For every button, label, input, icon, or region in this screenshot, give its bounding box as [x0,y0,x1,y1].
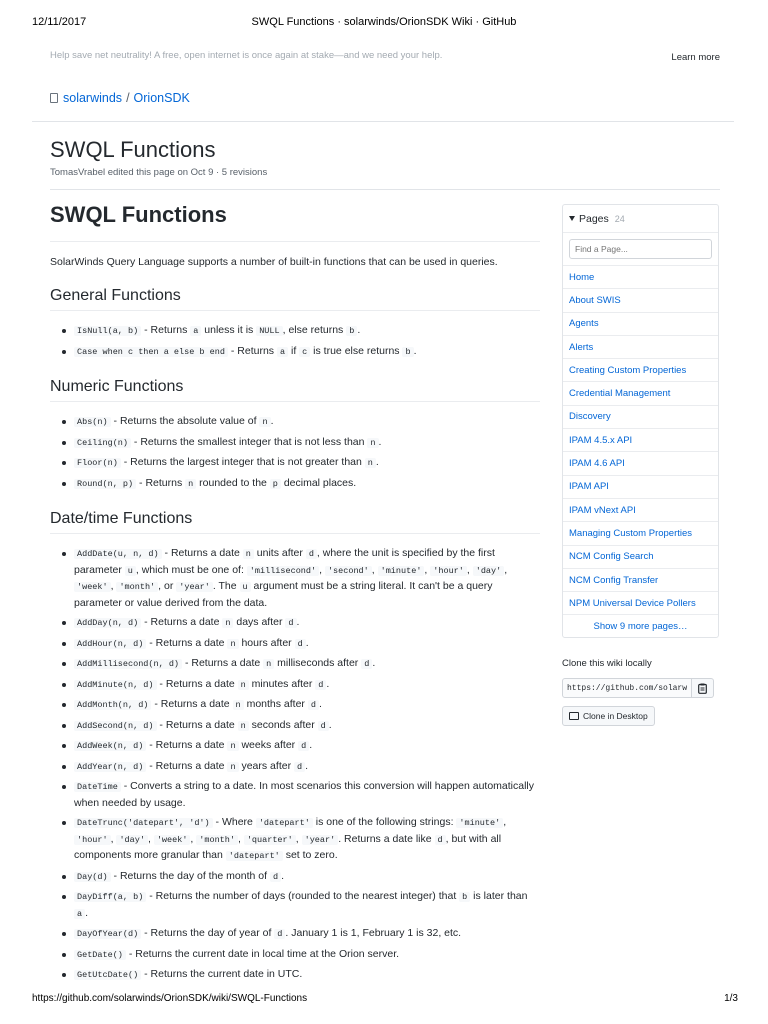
function-list [50,323,540,360]
code-snippet: 'datepart' [256,818,313,828]
code-snippet: a [277,347,288,357]
text-fragment: , [237,832,244,845]
text-fragment: - Returns [136,476,186,489]
breadcrumb-separator: / [126,91,130,105]
function-item [62,636,540,653]
function-item [62,656,540,673]
function-item [62,455,540,472]
code-snippet: p [270,479,281,489]
text-fragment: , [371,563,378,576]
code-snippet: n [222,618,233,628]
text-fragment: if [288,344,300,357]
code-snippet: 'minute' [456,818,503,828]
text-fragment: - Returns a date [156,677,238,690]
code-snippet: n [185,479,196,489]
find-page-input[interactable] [569,239,712,259]
clipboard-icon [698,683,707,694]
desktop-icon [569,712,579,720]
page-link[interactable]: Agents [563,313,718,336]
text-fragment: - Returns the number of days (rounded to the nearest integer) that [146,890,460,902]
repo-owner-link[interactable]: solarwinds [63,91,123,105]
code-snippet: IsNull(a, b) [74,326,141,336]
function-item [62,546,540,611]
function-item [62,967,540,984]
breadcrumb [50,91,190,105]
learn-more-link[interactable]: Learn more [671,52,720,63]
text-fragment: set to zero. [282,849,338,861]
text-fragment: , else returns [282,324,347,336]
code-snippet: d [435,835,446,845]
repo-name-link[interactable]: OrionSDK [133,91,190,105]
divider [32,121,734,122]
function-list [50,546,540,984]
text-fragment: . [372,657,376,669]
text-fragment: milliseconds after [274,657,362,669]
function-item [62,323,540,340]
text-fragment: . [305,636,309,649]
code-snippet: 'millisecond' [247,566,319,576]
pages-toggle[interactable] [563,205,718,233]
section-heading: Numeric Functions [50,378,540,402]
print-date: 12/11/2017 [32,16,87,28]
function-item [62,615,540,632]
text-fragment: . The [212,580,240,592]
code-snippet: u [240,582,251,592]
text-fragment: is true else returns [310,344,403,357]
text-fragment: , [424,563,431,576]
text-fragment: hours after [238,636,295,649]
show-more-pages-link[interactable]: Show 9 more pages… [593,620,688,632]
text-fragment: - Where [212,816,256,828]
text-fragment: - Converts a string to a date. In most scenarios this conversion will happen automatically when needed by usage. [74,780,535,809]
print-title: SWQL Functions · solarwinds/OrionSDK Wiki · GitHub [251,16,517,28]
text-fragment: argument must be a string literal. It can't be a query parameter or value derived from the data. [74,580,493,609]
text-fragment: - Returns a date [161,547,243,559]
text-fragment: - Returns the smallest integer that is not less than [131,435,368,448]
page-link[interactable]: Managing Custom Properties [563,522,718,545]
function-item [62,869,540,886]
text-fragment: - Returns the day of the month of [110,869,270,882]
text-fragment: is later than [470,890,528,902]
pages-label: Pages [579,212,609,225]
text-fragment: , [295,832,302,845]
section-heading: General Functions [50,287,540,311]
text-fragment: seconds after [248,718,318,731]
pages-box [562,204,719,638]
code-snippet: d [315,680,326,690]
code-snippet: 'day' [473,566,505,576]
text-fragment: minutes after [248,677,316,690]
clone-url-input[interactable] [562,678,692,698]
function-list [50,414,540,492]
text-fragment: , [466,563,473,576]
text-fragment: - Returns a date [182,657,264,669]
code-snippet: n [263,659,274,669]
text-fragment: is one of the following strings: [312,816,457,828]
code-snippet: 'day' [116,835,148,845]
text-fragment: - Returns a date [151,698,233,710]
text-fragment: , [190,832,197,845]
code-snippet: n [243,549,254,559]
code-snippet: Floor(n) [74,458,121,468]
text-fragment: - Returns the day of year of [141,927,275,939]
page-link[interactable]: NCM Config Transfer [563,569,718,592]
code-snippet: 'hour' [74,835,111,845]
text-fragment: , which must be one of: [135,563,247,576]
code-snippet: 'minute' [378,566,425,576]
text-fragment: . Returns a date like [338,832,435,845]
code-snippet: n [233,700,244,710]
code-snippet: n [227,762,238,772]
text-fragment: , [110,580,117,592]
function-item [62,926,540,943]
function-item [62,344,540,361]
function-item [62,677,540,694]
text-fragment: . [413,344,417,357]
code-snippet: d [308,700,319,710]
text-fragment: , [503,816,507,828]
page-link[interactable]: Discovery [563,406,718,429]
code-snippet: n [365,458,376,468]
section-heading: Date/time Functions [50,510,540,534]
clone-label: Clone this wiki locally [562,658,652,670]
text-fragment: . [357,324,361,336]
wiki-sidebar [562,204,719,726]
text-fragment: , [319,563,325,576]
text-fragment: - Returns the absolute value of [110,415,260,427]
text-fragment: - Returns the current date in local time at the Orion server. [125,947,400,960]
code-snippet: DateTime [74,782,121,792]
code-snippet: AddMinute(n, d) [74,680,157,690]
text-fragment: . January 1 is 1, February 1 is 32, etc. [285,927,462,939]
code-snippet: n [238,721,249,731]
code-snippet: n [227,741,238,751]
function-item [62,759,540,776]
text-fragment: - Returns the largest integer that is not greater than [120,456,365,468]
text-fragment: , where the unit is specified by the first parameter [74,547,495,576]
code-snippet: AddYear(n, d) [74,762,146,772]
function-item [62,697,540,714]
caret-down-icon [569,216,575,221]
edit-meta: TomasVrabel edited this page on Oct 9 · 5 revisions [50,167,268,178]
code-snippet: AddSecond(n, d) [74,721,157,731]
code-snippet: c [299,347,310,357]
code-snippet: b [459,892,470,902]
net-neutrality-banner [50,50,720,61]
text-fragment: - Returns a date [146,739,228,751]
text-fragment: - Returns a date [146,636,228,649]
page-link[interactable]: NPM Universal Device Pollers [563,592,718,615]
print-url: https://github.com/solarwinds/OrionSDK/wiki/SWQL-Functions [32,993,308,1004]
code-snippet: d [294,762,305,772]
text-fragment: . [328,718,332,731]
code-snippet: AddWeek(n, d) [74,741,146,751]
function-item [62,947,540,964]
code-snippet: AddMonth(n, d) [74,700,151,710]
repo-book-icon [50,93,58,103]
function-item [62,815,540,865]
code-snippet: 'month' [116,582,158,592]
text-fragment: . [296,616,300,628]
function-item [62,476,540,493]
text-fragment: months after [243,698,308,710]
code-snippet: Abs(n) [74,417,111,427]
text-fragment: . [281,869,284,882]
wiki-page-title: SWQL Functions [50,137,216,162]
text-fragment: . [318,698,322,710]
page-link[interactable]: Creating Custom Properties [563,359,718,382]
page-link[interactable]: NCM Config Search [563,546,718,569]
code-snippet: d [361,659,372,669]
text-fragment: . [305,759,309,772]
divider [50,189,720,190]
code-snippet: d [306,549,317,559]
code-snippet: n [238,680,249,690]
code-snippet: b [402,347,413,357]
print-page-number: 1/3 [724,993,738,1004]
text-fragment: , [504,563,508,576]
text-fragment: - Returns [141,324,191,336]
function-item [62,414,540,431]
code-snippet: AddDate(u, n, d) [74,549,162,559]
text-fragment: . [85,906,89,919]
text-fragment: . [378,435,382,448]
text-fragment: rounded to the [196,476,270,489]
code-snippet: Day(d) [74,872,111,882]
function-item [62,738,540,755]
text-fragment: - Returns [227,344,277,357]
code-snippet: n [367,438,378,448]
function-item [62,718,540,735]
page-link[interactable]: IPAM 4.6 API [563,452,718,475]
code-snippet: DateTrunc('datepart', 'd') [74,818,213,828]
page-link[interactable]: Home [563,266,718,289]
text-fragment: . [270,415,274,427]
code-snippet: GetUtcDate() [74,970,141,980]
code-snippet: 'datepart' [226,851,283,861]
code-snippet: d [295,639,306,649]
function-item [62,435,540,452]
code-snippet: b [346,326,357,336]
text-fragment: . [326,677,330,690]
text-fragment: . [309,739,313,751]
function-item [62,889,540,922]
text-fragment: weeks after [238,739,299,751]
code-snippet: d [298,741,309,751]
code-snippet: a [190,326,201,336]
text-fragment: units after [253,547,306,559]
text-fragment: - Returns a date [156,718,238,731]
text-fragment: , [147,832,154,845]
code-snippet: 'week' [74,582,111,592]
code-snippet: Case when c then a else b end [74,347,228,357]
code-snippet: 'week' [154,835,191,845]
page-link[interactable]: IPAM API [563,476,718,499]
text-fragment: , but with all components more granular than [74,832,502,861]
code-snippet: d [274,929,285,939]
page-link[interactable]: Credential Management [563,382,718,405]
code-snippet: n [259,417,270,427]
page-link[interactable]: IPAM 4.5.x API [563,429,718,452]
code-snippet: GetDate() [74,950,126,960]
code-snippet: Round(n, p) [74,479,136,489]
text-fragment: - Returns a date [141,616,223,628]
code-snippet: NULL [256,326,282,336]
code-snippet: 'second' [325,566,372,576]
code-snippet: n [227,639,238,649]
code-snippet: AddDay(n, d) [74,618,141,628]
function-item [62,779,540,811]
code-snippet: 'month' [196,835,238,845]
text-fragment: . [375,456,379,468]
page-link[interactable]: Alerts [563,336,718,359]
content-heading: SWQL Functions [50,202,540,242]
code-snippet: DayDiff(a, b) [74,892,146,902]
code-snippet: 'year' [302,835,339,845]
page-link[interactable]: IPAM vNext API [563,499,718,522]
code-snippet: d [318,721,329,731]
text-fragment: decimal places. [280,476,357,489]
text-fragment: years after [238,759,294,772]
code-snippet: DayOfYear(d) [74,929,141,939]
text-fragment: , or [158,580,177,592]
text-fragment: - Returns the current date in UTC. [141,968,303,980]
code-snippet: AddMillisecond(n, d) [74,659,182,669]
text-fragment: , [110,832,117,845]
copy-clipboard-button[interactable] [692,678,714,698]
code-snippet: AddHour(n, d) [74,639,146,649]
code-snippet: 'quarter' [244,835,296,845]
text-fragment: unless it is [201,324,257,336]
text-fragment: days after [233,616,286,628]
code-snippet: u [125,566,136,576]
banner-text: Help save net neutrality! A free, open internet is once again at stake—and we need your help. [50,50,443,61]
code-snippet: d [270,872,281,882]
wiki-content [50,202,540,988]
code-snippet: 'year' [176,582,213,592]
code-snippet: 'hour' [430,566,467,576]
text-fragment: - Returns a date [146,759,228,772]
pages-count: 24 [614,213,625,224]
code-snippet: Ceiling(n) [74,438,131,448]
clone-desktop-label: Clone in Desktop [583,711,648,722]
intro-paragraph: SolarWinds Query Language supports a number of built-in functions that can be used in queries. [50,256,498,268]
clone-desktop-button[interactable] [562,706,655,726]
code-snippet: a [74,909,85,919]
code-snippet: d [285,618,296,628]
page-link[interactable]: About SWIS [563,289,718,312]
